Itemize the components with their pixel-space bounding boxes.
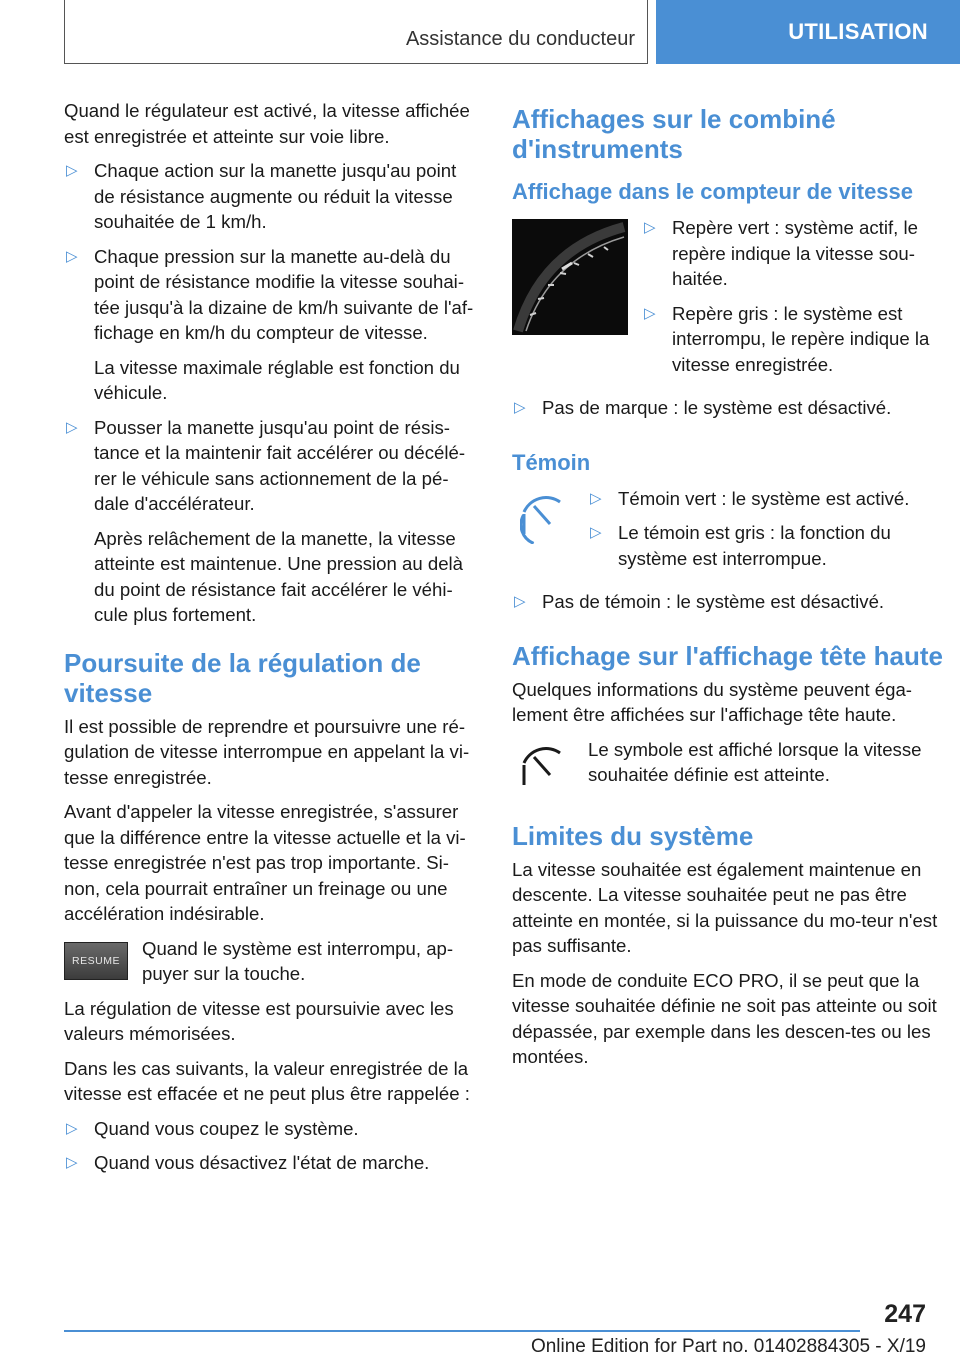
section-heading: Poursuite de la régulation de vitesse <box>64 647 421 708</box>
list-item-text: Le témoin est gris : la fonction du système est interrompue. <box>618 522 891 569</box>
speedometer-figure-row <box>512 215 960 386</box>
paragraph: Il est possible de reprendre et poursuivre une ré-gulation de vitesse interrompue en appelant la vi-tesse enregistrée. <box>64 715 470 788</box>
list-item-text: Quand vous coupez le système. <box>94 1117 359 1139</box>
list-item-text: Chaque pression sur la manette au-delà du point de résistance modifie la vitesse souhai-tée jusqu'à la dizaine de km/h suivante de l'af-fichage en km/h du compteur de vitesse. <box>94 245 474 343</box>
bullet-triangle-icon: ▷ <box>66 247 78 265</box>
bullet-triangle-icon: ▷ <box>644 219 656 236</box>
bullet-triangle-icon: ▷ <box>514 399 526 416</box>
right-column <box>512 98 960 1079</box>
section-heading: Affichage sur l'affichage tête haute <box>512 640 943 671</box>
list-item-note: Après relâchement de la manette, la vitesse atteinte est maintenue. Une pression au delà du point de résistance fait accélérer le véhi-cule plus fortement. <box>94 527 464 625</box>
list-item <box>642 215 960 292</box>
bullet-triangle-icon: ▷ <box>590 524 602 541</box>
speedometer-image <box>512 219 628 335</box>
list-item <box>64 1150 480 1176</box>
footer-divider <box>64 1330 860 1332</box>
temoin-bullets <box>588 486 960 581</box>
subsection-heading: Affichage dans le compteur de vitesse <box>512 179 914 204</box>
list-item-text: Pousser la manette jusqu'au point de résis-tance et la maintenir fait accélérer ou décélé-rer le véhicule sans actionnement de la pé-dale d'accélérateur. <box>94 416 466 514</box>
paragraph: En mode de conduite ECO PRO, il se peut que la vitesse souhaitée définie ne soit pas atteinte ou soit dépassée, par exemple dans les descen-tes ou les montées. <box>512 969 937 1067</box>
list-item-text: Quand vous désactivez l'état de marche. <box>94 1152 430 1173</box>
list-item <box>512 589 960 615</box>
bullet-triangle-icon: ▷ <box>590 489 602 507</box>
list-item-text: Témoin vert : le système est activé. <box>618 487 910 509</box>
paragraph: Avant d'appeler la vitesse enregistrée, s'assurer que la différence entre la vitesse actuelle et la vi-tesse enregistrée n'est pas trop importante. Si-non, cela pourrait entraîner un freinage ou une accélération indésirable. <box>64 801 466 924</box>
hud-cruise-control-icon <box>520 745 570 795</box>
section-heading: Limites du système <box>512 820 754 851</box>
bullet-triangle-icon: ▷ <box>66 162 78 179</box>
paragraph: Dans les cas suivants, la valeur enregistrée de la vitesse est effacée et ne peut plus être rappelée : <box>64 1057 470 1104</box>
list-item-text: Pas de marque : le système est désactivé. <box>542 397 892 418</box>
list-item <box>64 1116 480 1142</box>
hud-figure-row <box>512 737 960 795</box>
list-item-note: La vitesse maximale réglable est fonction du véhicule. <box>94 356 460 403</box>
list-item <box>64 244 480 346</box>
cruise-control-indicator-icon <box>520 494 570 544</box>
resume-button-icon: RESUME <box>64 942 128 980</box>
left-column <box>64 98 480 1185</box>
bullet-triangle-icon: ▷ <box>66 1154 78 1171</box>
header-box <box>64 0 648 64</box>
list-item-text: Repère gris : le système est interrompu, le repère indique la vitesse enregistrée. <box>672 302 930 375</box>
list-item <box>588 486 960 512</box>
bullet-triangle-icon: ▷ <box>644 304 656 322</box>
list-item-text: Repère vert : système actif, le repère indique la vitesse sou-haitée. <box>672 217 918 289</box>
subsection-heading: Témoin <box>512 449 591 475</box>
speedometer-bullets <box>642 215 960 386</box>
resume-text: Quand le système est interrompu, ap-puyer sur la touche. <box>142 937 454 984</box>
paragraph: Quelques informations du système peuvent éga-lement être affichées sur l'affichage tête haute. <box>512 678 912 725</box>
hud-icon-text: Le symbole est affiché lorsque la vitesse souhaitée définie est atteinte. <box>588 738 922 785</box>
list-item <box>642 301 960 378</box>
list-item <box>64 415 480 517</box>
section-heading: Affichages sur le combiné d'instruments <box>512 104 836 164</box>
bullet-triangle-icon: ▷ <box>514 593 526 610</box>
list-item-text: Chaque action sur la manette jusqu'au point de résistance augmente ou réduit la vitesse souhaitée de 1 km/h. <box>94 160 457 232</box>
paragraph: La régulation de vitesse est poursuivie avec les valeurs mémorisées. <box>64 997 454 1044</box>
header-section-title: Assistance du conducteur <box>405 28 635 50</box>
temoin-figure-row <box>512 486 960 581</box>
page-number: 247 <box>884 1300 926 1328</box>
list-item <box>64 158 480 235</box>
intro-paragraph: Quand le régulateur est activé, la vitesse affichée est enregistrée et atteinte sur voie libre. <box>64 100 470 147</box>
bullet-triangle-icon: ▷ <box>66 418 78 436</box>
list-item <box>588 520 960 571</box>
list-item-text: Pas de témoin : le système est désactivé. <box>542 591 885 612</box>
header-chapter-tab: UTILISATION <box>656 0 960 64</box>
list-item <box>512 395 960 421</box>
resume-figure-row <box>64 936 480 987</box>
edition-footer: Online Edition for Part no. 01402884305 - X/19 <box>530 1336 926 1357</box>
bullet-triangle-icon: ▷ <box>66 1119 78 1137</box>
paragraph: La vitesse souhaitée est également maintenue en descente. La vitesse souhaitée peut ne pas être atteinte en montée, si la puissance du mo-teur n'est pas suffisante. <box>512 858 938 956</box>
